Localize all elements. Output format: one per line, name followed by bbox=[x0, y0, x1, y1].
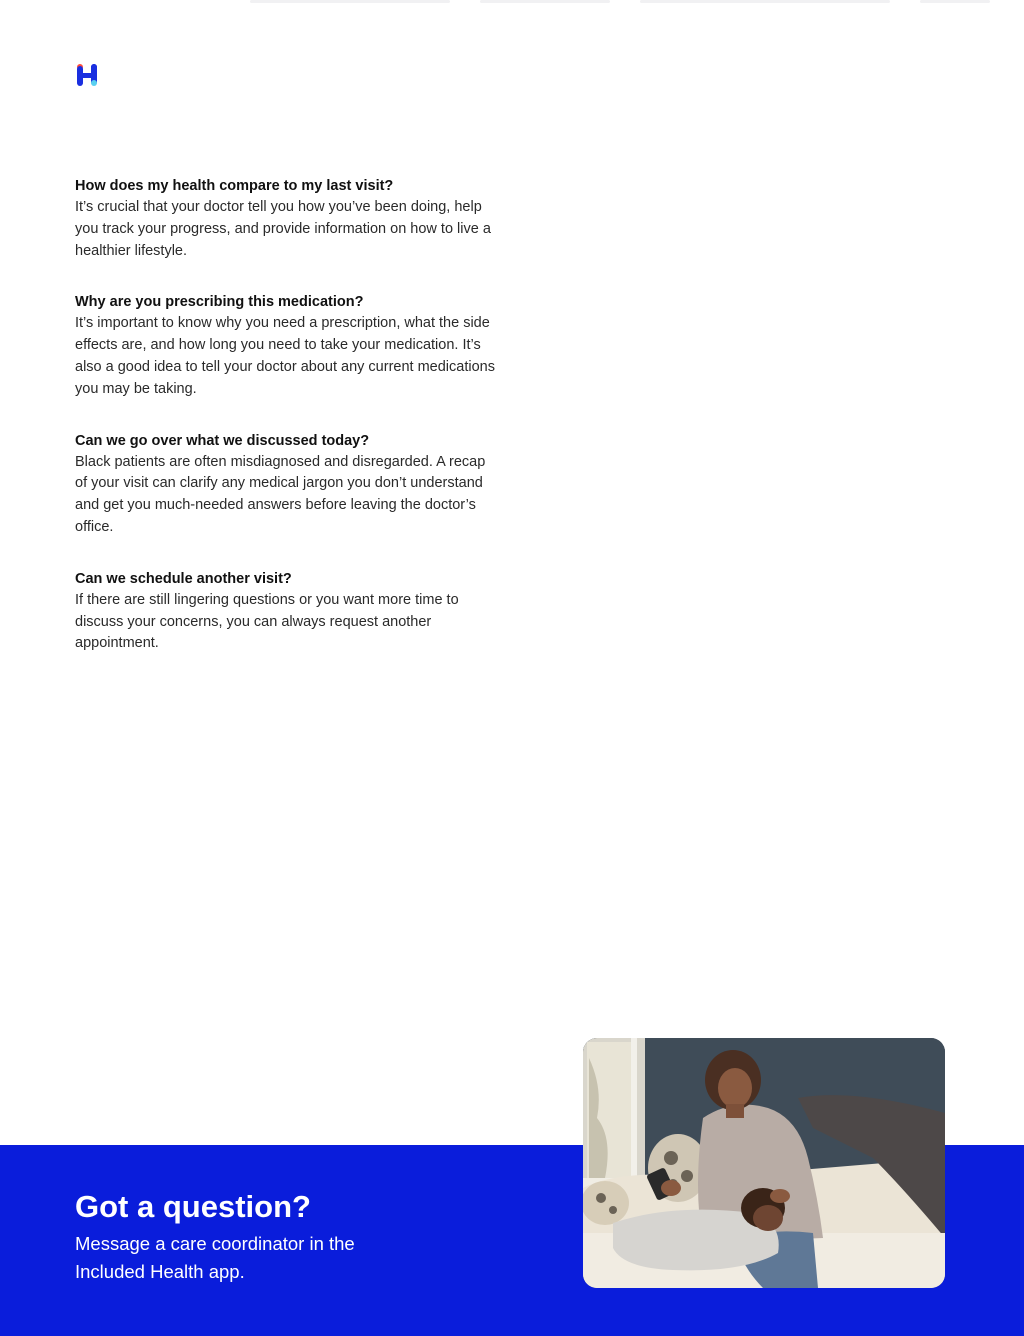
question-block bbox=[75, 431, 495, 539]
question-block bbox=[75, 569, 495, 655]
question-body: If there are still lingering questions or you want more time to discuss your concerns, you can always request another appointment. bbox=[75, 591, 459, 652]
question-title: How does my health compare to my last visit? bbox=[75, 178, 394, 194]
photo-illustration bbox=[583, 1038, 945, 1288]
question-block bbox=[75, 176, 495, 262]
cta-subtitle: Message a care coordinator in the Included Health app. bbox=[75, 1233, 355, 1282]
question-title: Can we schedule another visit? bbox=[75, 570, 292, 587]
included-health-logo-icon bbox=[75, 62, 101, 88]
question-body: It’s important to know why you need a prescription, what the side effects are, and how long you need to take your medication. It’s also a good idea to tell your doctor about any current medications you may be taking. bbox=[75, 315, 495, 397]
questions-list bbox=[75, 176, 495, 685]
question-body: Black patients are often misdiagnosed and disregarded. A recap of your visit can clarify any medical jargon you don’t understand and get you much-needed answers before leaving the doctor’s office. bbox=[75, 453, 486, 535]
question-body: It’s crucial that your doctor tell you how you’ve been doing, help you track your progress, and provide information on how to live a healthier lifestyle. bbox=[75, 199, 491, 259]
question-title: Why are you prescribing this medication? bbox=[75, 294, 364, 311]
mother-and-child-photo bbox=[583, 1038, 945, 1288]
question-title: Can we go over what we discussed today? bbox=[75, 432, 370, 449]
question-block bbox=[75, 292, 495, 400]
top-strip bbox=[250, 0, 1000, 4]
cta-title: Got a question? bbox=[75, 1189, 311, 1224]
